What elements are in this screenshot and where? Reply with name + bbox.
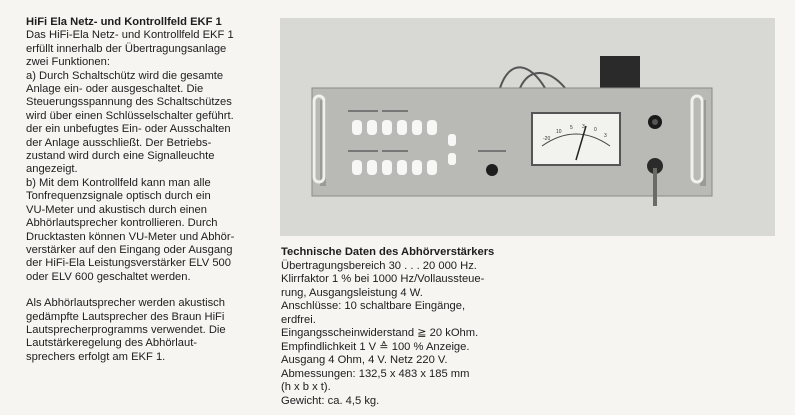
paragraph-gap: [26, 284, 266, 297]
spec-line: Klirrfaktor 1 % bei 1000 Hz/Vollaussteue-: [281, 273, 485, 285]
technical-data-heading: Technische Daten des Abhörverstärkers: [281, 246, 495, 258]
spec-line: Gewicht: ca. 4,5 kg.: [281, 394, 380, 407]
control-panel-illustration: [280, 18, 775, 236]
intro-line: verstärker auf den Eingang oder Ausgang: [26, 243, 233, 256]
intro-line: b) Mit dem Kontrollfeld kann man alle: [26, 176, 211, 189]
speaker-line: gedämpfte Lautsprecher des Braun HiFi: [26, 310, 225, 323]
rack-panel: [312, 88, 712, 196]
spec-line: rung, Ausgangsleistung 4 W.: [281, 286, 423, 299]
vu-scale-label: 10: [556, 129, 562, 135]
intro-line: Tonfrequenzsignale optisch durch ein: [26, 190, 211, 203]
intro-line: VU-Meter und akustisch durch einen: [26, 203, 207, 216]
spec-line: (h x b x t).: [281, 381, 331, 393]
spec-line: Ausgang 4 Ohm, 4 V. Netz 220 V.: [281, 354, 448, 366]
spec-line: Abmessungen: 132,5 x 483 x 185 mm: [281, 367, 470, 380]
speaker-line: Als Abhörlautsprecher werden akustisch: [26, 297, 225, 310]
description-column: [26, 16, 266, 364]
spec-line: Empfindlichkeit 1 V ≙ 100 % Anzeige.: [281, 340, 470, 353]
intro-line: Anlage ein- oder ausgeschaltet. Die: [26, 83, 204, 96]
speaker-line: sprechers erfolgt am EKF 1.: [26, 350, 166, 363]
spec-line: Anschlüsse: 10 schaltbare Eingänge,: [281, 300, 466, 312]
intro-line: Steuerungsspannung des Schaltschützes: [26, 96, 232, 109]
vu-scale-label: 0: [594, 127, 597, 133]
intro-line: der HiFi-Ela Leistungsverstärker ELV 500: [26, 257, 231, 270]
intro-line: Das HiFi-Ela Netz- und Kontrollfeld EKF 1: [26, 29, 234, 42]
intro-line: der ein unbefugtes Ein- oder Ausschalten: [26, 123, 231, 136]
intro-line: Abhörlautsprecher kontrollieren. Durch: [26, 217, 218, 230]
intro-line: angezeigt.: [26, 163, 78, 176]
intro-line: der Anlage ausschließt. Der Betriebs-: [26, 136, 212, 149]
volume-knob: [486, 164, 498, 176]
intro-line: zwei Funktionen:: [26, 56, 110, 69]
product-photo: [280, 18, 775, 236]
vu-scale-label: 5: [570, 125, 573, 131]
technical-data: [281, 246, 511, 408]
intro-line: erfüllt innerhalb der Übertragungsanlage: [26, 42, 227, 55]
speaker-line: Lautstärkeregelung des Abhörlaut-: [26, 337, 198, 350]
vu-scale-label: 3: [582, 124, 585, 130]
intro-paragraph: [26, 29, 266, 284]
vu-scale-label: -20: [543, 136, 551, 142]
spec-line: erdfrei.: [281, 313, 316, 326]
intro-line: oder ELV 600 geschaltet werden.: [26, 270, 191, 283]
spec-line: Übertragungsbereich 30 . . . 20 000 Hz.: [281, 259, 477, 272]
spec-line: Eingangsscheinwiderstand ≧ 20 kOhm.: [281, 327, 479, 339]
transformer: [600, 56, 640, 90]
technical-data-lines: [281, 260, 511, 409]
speaker-line: Lautsprecherprogramms verwendet. Die: [26, 323, 226, 336]
intro-line: a) Durch Schaltschütz wird die gesamte: [26, 69, 224, 82]
speaker-paragraph: [26, 297, 266, 364]
vu-scale-label: 3: [604, 133, 607, 139]
key: [653, 168, 657, 206]
intro-line: zustand wird durch eine Signalleuchte: [26, 150, 215, 163]
intro-line: wird über einen Schlüsselschalter geführt.: [26, 109, 234, 122]
intro-line: Drucktasten können VU-Meter und Abhör-: [26, 230, 235, 243]
product-title: HiFi Ela Netz- und Kontrollfeld EKF 1: [26, 16, 222, 28]
